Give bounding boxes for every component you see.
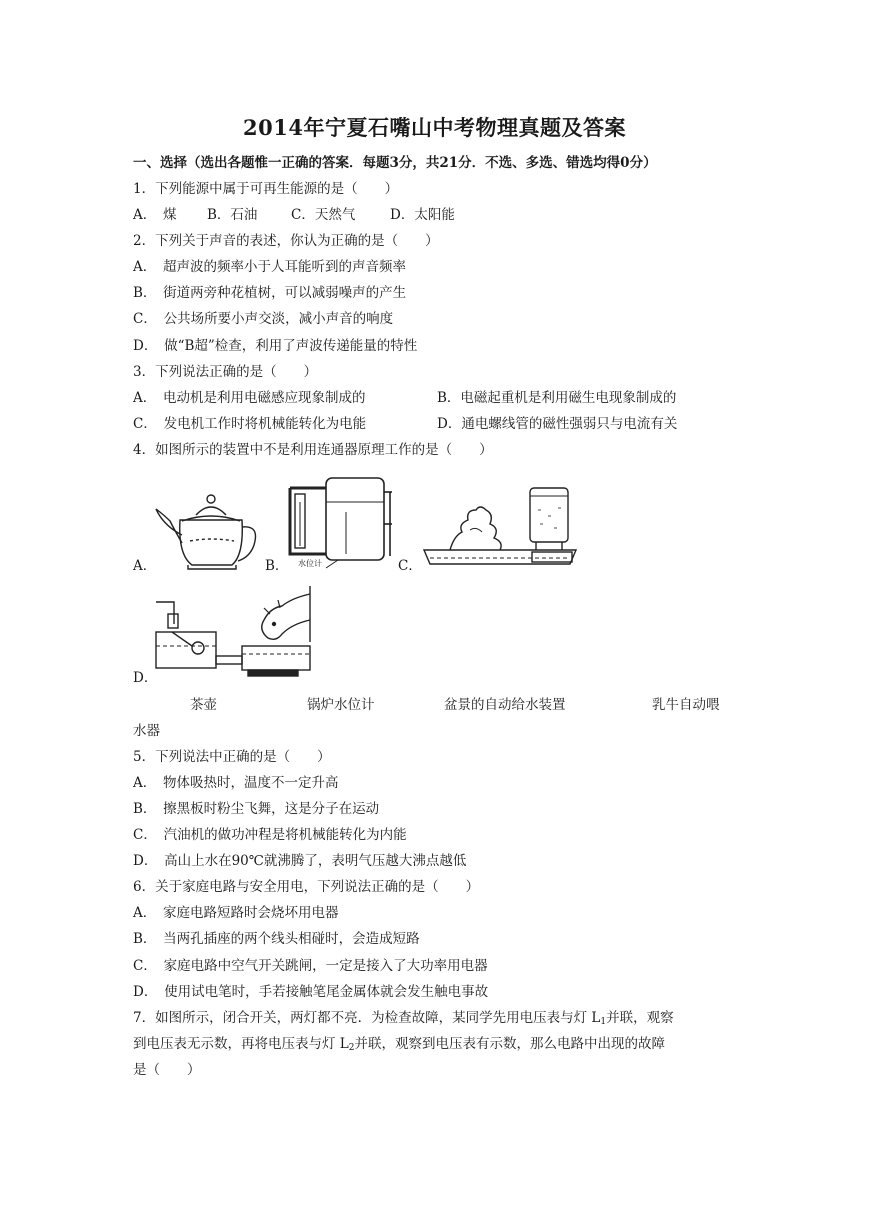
question-7-line-2-end: 并联，观察到电压表有示数，那么电路中出现的故障 bbox=[354, 1036, 665, 1052]
question-6-option-d: D． 使用试电笔时，手若接触笔尾金属体就会发生触电事故 bbox=[133, 984, 489, 1000]
question-7-line-2 bbox=[133, 1035, 665, 1057]
question-2-option-c: C． 公共场所要小声交淡，减小声音的响度 bbox=[133, 311, 394, 327]
caption-bonsai-feeder: 盆景的自动给水装置 bbox=[444, 697, 566, 713]
question-6-option-c: C． 家庭电路中空气开关跳闸，一定是接入了大功率用电器 bbox=[133, 958, 488, 974]
question-6-stem: 6．关于家庭电路与安全用电，下列说法正确的是（ ） bbox=[133, 879, 480, 895]
figure-d-label: D． bbox=[133, 670, 158, 686]
question-4-stem: 4．如图所示的装置中不是利用连通器原理工作的是（ ） bbox=[133, 442, 493, 458]
question-7-line-1 bbox=[133, 1009, 674, 1031]
question-7-line-1-end: 并联，观察 bbox=[606, 1010, 674, 1026]
question-5-option-c: C． 汽油机的做功冲程是将机械能转化为内能 bbox=[133, 827, 407, 843]
cow-waterer-figure bbox=[152, 584, 314, 680]
question-6-option-a: A． 家庭电路短路时会烧坏用电器 bbox=[133, 905, 339, 921]
question-7-line-3: 是（ ） bbox=[133, 1062, 201, 1078]
section-heading: 一、选择（选出各题惟一正确的答案．每题3分，共21分．不选、多选、错选均得0分） bbox=[133, 155, 657, 171]
question-3-option-c: C． 发电机工作时将机械能转化为电能 bbox=[133, 416, 367, 432]
question-2-option-d: D． 做“B超”检查，利用了声波传递能量的特性 bbox=[133, 338, 418, 354]
question-1-option-a: A． 煤 bbox=[133, 207, 177, 223]
caption-teapot: 茶壶 bbox=[190, 697, 217, 713]
question-5-option-b: B． 擦黑板时粉尘飞舞，这是分子在运动 bbox=[133, 801, 380, 817]
boiler-gauge-figure bbox=[286, 472, 398, 572]
question-2-stem: 2．下列关于声音的表述，你认为正确的是（ ） bbox=[133, 233, 439, 249]
question-3-stem: 3．下列说法正确的是（ ） bbox=[133, 364, 318, 380]
question-7-line-1-text: 7．如图所示，闭合开关，两灯都不亮．为检查故障，某同学先用电压表与灯 L bbox=[133, 1010, 601, 1026]
caption-boiler-gauge: 锅炉水位计 bbox=[307, 697, 375, 713]
subscript-1: 1 bbox=[600, 1017, 607, 1027]
bonsai-feeder-figure bbox=[420, 480, 580, 572]
question-3-option-a: A． 电动机是利用电磁感应现象制成的 bbox=[133, 390, 366, 406]
question-1-option-b: B．石油 bbox=[207, 207, 258, 223]
question-5-option-a: A． 物体吸热时，温度不一定升高 bbox=[133, 775, 339, 791]
subscript-2: 2 bbox=[348, 1043, 355, 1053]
teapot-figure bbox=[152, 485, 262, 575]
question-6-option-b: B． 当两孔插座的两个线头相碰时，会造成短路 bbox=[133, 931, 420, 947]
caption-cow-waterer-cont: 水器 bbox=[133, 723, 160, 739]
question-5-option-d: D． 高山上水在90℃就沸腾了，表明气压越大沸点越低 bbox=[133, 853, 467, 869]
page-title: 2014年宁夏石嘴山中考物理真题及答案 bbox=[243, 115, 626, 140]
question-5-stem: 5．下列说法中正确的是（ ） bbox=[133, 749, 331, 765]
figure-c-label: C． bbox=[398, 558, 422, 574]
question-3-option-d: D．通电螺线管的磁性强弱只与电流有关 bbox=[437, 416, 678, 432]
question-2-option-a: A． 超声波的频率小于人耳能听到的声音频率 bbox=[133, 259, 406, 275]
question-3-option-b: B．电磁起重机是利用磁生电现象制成的 bbox=[437, 390, 677, 406]
figure-a-label: A． bbox=[133, 558, 157, 574]
question-1-option-c: C．天然气 bbox=[291, 207, 356, 223]
boiler-gauge-tag: 水位计 bbox=[298, 559, 322, 568]
question-7-line-2-text: 到电压表无示数，再将电压表与灯 L bbox=[133, 1036, 349, 1052]
question-1-option-d: D．太阳能 bbox=[390, 207, 455, 223]
figure-b-label: B． bbox=[265, 558, 289, 574]
caption-cow-waterer: 乳牛自动喂 bbox=[652, 697, 720, 713]
question-1-stem: 1．下列能源中属于可再生能源的是（ ） bbox=[133, 181, 399, 197]
question-2-option-b: B． 街道两旁种花植树，可以减弱噪声的产生 bbox=[133, 285, 407, 301]
